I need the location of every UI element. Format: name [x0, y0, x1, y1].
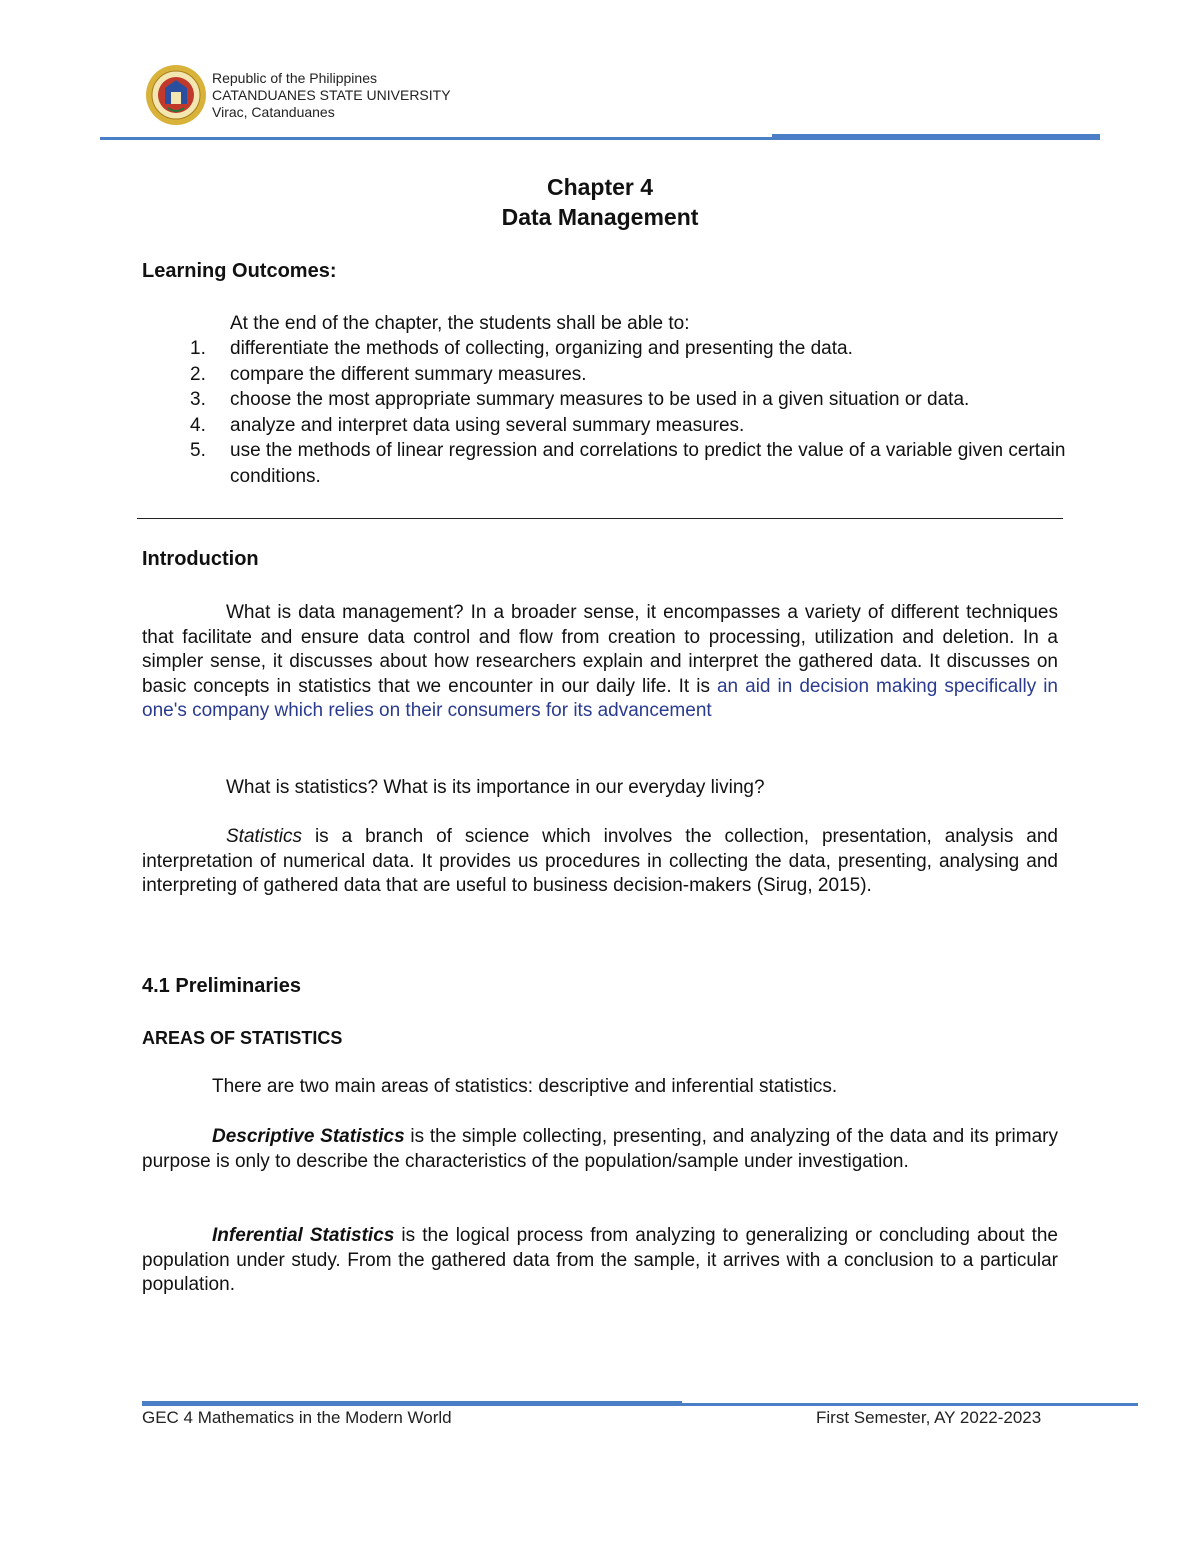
areas-intro: There are two main areas of statistics: descriptive and inferential statistics.: [212, 1076, 838, 1097]
introduction-heading: Introduction: [142, 548, 259, 570]
university-location: Virac, Catanduanes: [212, 104, 335, 120]
university-header: [212, 70, 451, 121]
section-divider: [137, 518, 1063, 519]
chapter-title: Data Management: [501, 204, 699, 230]
areas-of-statistics-heading: AREAS OF STATISTICS: [142, 1028, 343, 1048]
descriptive-statistics-term: Descriptive Statistics: [212, 1126, 405, 1147]
learning-outcomes-heading: Learning Outcomes:: [142, 260, 337, 282]
list-item: 4. analyze and interpret data using several summary measures.: [190, 414, 745, 436]
statistics-term: Statistics: [226, 826, 303, 847]
learning-outcomes-intro: At the end of the chapter, the students shall be able to:: [230, 313, 690, 334]
introduction-paragraph-highlight: an aid in decision making specifically in one's company which relies on their consumers for its advancement: [142, 675, 1059, 721]
chapter-number: Chapter 4: [546, 174, 654, 200]
list-item: 2. compare the different summary measures.: [190, 363, 587, 385]
footer-course: GEC 4 Mathematics in the Modern World: [142, 1408, 452, 1427]
statistics-question: What is statistics? What is its importance in our everyday living?: [226, 777, 765, 798]
university-name: CATANDUANES STATE UNIVERSITY: [212, 87, 451, 103]
descriptive-statistics-paragraph: Descriptive Statistics is the simple collecting, presenting, and analyzing of the data and its primary purpose is only to describe the characteristics of the population/sample under investigation.: [142, 1126, 1058, 1172]
list-item: 1. differentiate the methods of collecting, organizing and presenting the data.: [190, 338, 853, 359]
inferential-statistics-term: Inferential Statistics: [212, 1225, 395, 1246]
university-seal-logo: [145, 64, 207, 126]
header-rule-accent: [772, 134, 1100, 138]
learning-outcomes-list: [190, 336, 1070, 489]
inferential-statistics-paragraph: Inferential Statistics is the logical process from analyzing to generalizing or concluding about the population under study. From the gathered data from the sample, it arrives with a conclusion to a particular population.: [142, 1225, 1058, 1295]
footer-semester: First Semester, AY 2022-2023: [816, 1408, 1042, 1427]
statistics-definition: Statistics is a branch of science which involves the collection, presentation, analysis and interpretation of numerical data. It provides us procedures in collecting the data, presenting, analysing and interpreting of gathered data that are useful to business decision-makers (Sirug, 2015).: [142, 826, 1058, 896]
preliminaries-heading: 4.1 Preliminaries: [142, 975, 301, 997]
list-item: 3. choose the most appropriate summary measures to be used in a given situation or data.: [190, 389, 970, 410]
republic-text: Republic of the Philippines: [212, 70, 377, 86]
list-item: 5. use the methods of linear regression and correlations to predict the value of a variable given certain conditions.: [190, 440, 1066, 487]
footer-rule-accent: [142, 1401, 682, 1405]
introduction-paragraph: What is data management? In a broader sense, it encompasses a variety of different techniques that facilitate and ensure data control and flow from creation to processing, utilization and deletion. In a simpler sense, it discusses about how researchers explain and interpret the gathered data. It discusses on basic concepts in statistics that we encounter in our daily life. It is an aid in decision making specifically in one's company which relies on their consumers for its advancement: [142, 602, 1059, 721]
chapter-title-block: [0, 172, 1200, 232]
